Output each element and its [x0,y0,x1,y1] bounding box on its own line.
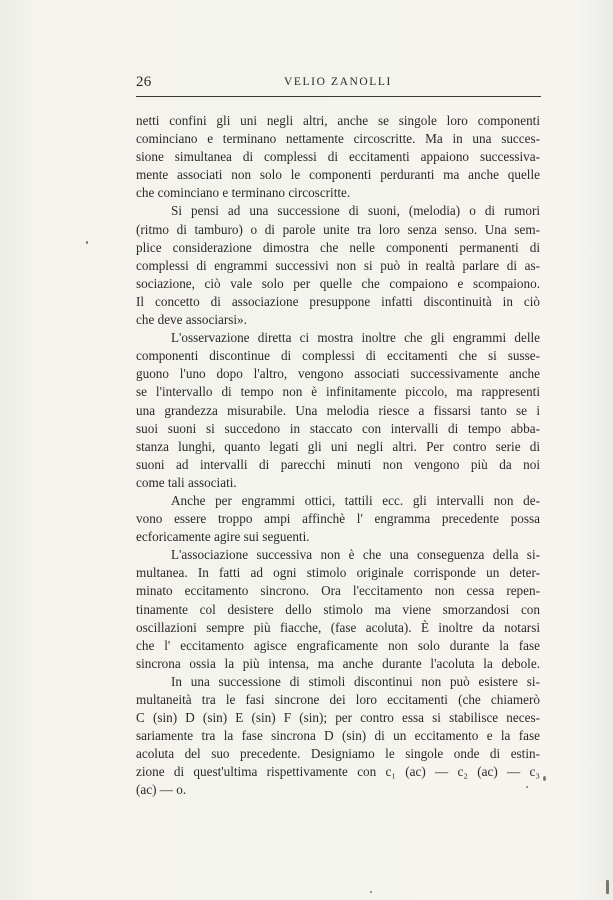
header-rule [136,96,541,97]
text-line: (ac) — o. [136,782,187,798]
text-line: componenti discontinue di complessi di eccitamenti che si susse- [136,348,540,364]
text-line: multanea. In fatti ad ogni stimolo originale corrisponde un deter- [136,565,540,581]
page-header [136,74,540,94]
text-line: Il concetto di associazione presuppone infatti discontinuità in ciò [136,293,540,309]
text-line: minato eccitamento sincrono. Ora l'eccitamento non cessa repen- [136,583,540,599]
text-line: netti confini gli uni negli altri, anche se singole loro componenti [136,113,540,128]
text-line: suoi suoni si succedono in staccato con intervalli di tempo abba- [136,420,540,436]
paper-speck [526,786,528,788]
text-line: ecforicamente agire sui seguenti. [136,529,310,545]
text-line: sione simultanea di complessi di eccitamenti appaiono successiva- [136,149,540,165]
running-head: VELIO ZANOLLI [284,76,392,88]
text-line: L'osservazione diretta ci mostra inoltre che gli engrammi delle [171,330,540,346]
body-text [136,112,540,800]
text-line: che cominciano e terminano circoscritte. [136,185,351,201]
paper-speck [606,880,609,894]
text-line: mente associati non solo le componenti perduranti ma anche quelle [136,167,540,183]
text-line: stanza lunghi, quanto legati gli uni negli altri. Per contro serie di [136,438,540,454]
text-line: che l' eccitamento agisce engraficamente non solo durante la fase [136,637,540,653]
paper-speck [86,241,88,244]
text-line: se l'intervallo di tempo non è infinitamente piccolo, ma rappresenti [136,384,540,400]
text-line: vono essere troppo ampi affinchè l' engramma precedente possa [136,511,540,527]
text-line: sociazione, ciò vale solo per quelle che compaiono e scompaiono. [136,275,540,291]
text-line: una grandezza misurabile. Una melodia riesce a fissarsi tanto se i [136,402,540,418]
text-line: acoluta del suo precedente. Designiamo le singole onde di estin- [136,746,540,762]
text-line: Si pensi ad una successione di suoni, (melodia) o di rumori [171,203,540,219]
text-line: sariamente tra la fase sincrona D (sin) di un eccitamento e la fase [136,728,540,744]
page-number: 26 [136,74,152,90]
text-line: sincrona ossia la più intensa, ma anche durante l'acoluta la debole. [136,655,540,671]
text-line: cominciano e terminano nettamente circoscritte. Ma in una succes- [136,131,540,147]
text-line: In una successione di stimoli discontinui non può esistere si- [171,673,540,689]
text-line: complessi di engrammi successivi non si può in realtà parlare di as- [136,257,540,273]
text-line: suoni ad intervalli di parecchi minuti non vengono più da noi [136,456,540,472]
text-line: Anche per engrammi ottici, tattili ecc. gli intervalli non de- [171,492,540,508]
text-line: tinamente col desistere dello stimolo ma viene smorzandosi con [136,601,540,617]
text-line: come tali associati. [136,474,237,490]
text-line: L'associazione successiva non è che una conseguenza della si- [171,547,540,563]
text-line: guono l'uno dopo l'altro, vengono associati successivamente anche [136,366,540,382]
text-line: plice considerazione dimostra che nelle componenti permanenti di [136,239,540,255]
text-line: che deve associarsi». [136,312,247,328]
text-line: multaneità tra le fasi sincrone dei loro eccitamenti (che chiamerò [136,692,540,707]
text-line: C (sin) D (sin) E (sin) F (sin); per contro essa si stabilisce neces- [136,710,540,726]
paper-speck [543,776,546,781]
text-line: zione di quest'ultima rispettivamente con c₁ (ac) — c₂ (ac) — c₃ [136,764,540,780]
paper-speck [370,891,372,893]
text-line: oscillazioni sempre più fiacche, (fase acoluta). È inoltre da notarsi [136,619,540,635]
text-line: (ritmo di tamburo) o di parole unite tra loro senza senso. Una sem- [136,221,540,237]
